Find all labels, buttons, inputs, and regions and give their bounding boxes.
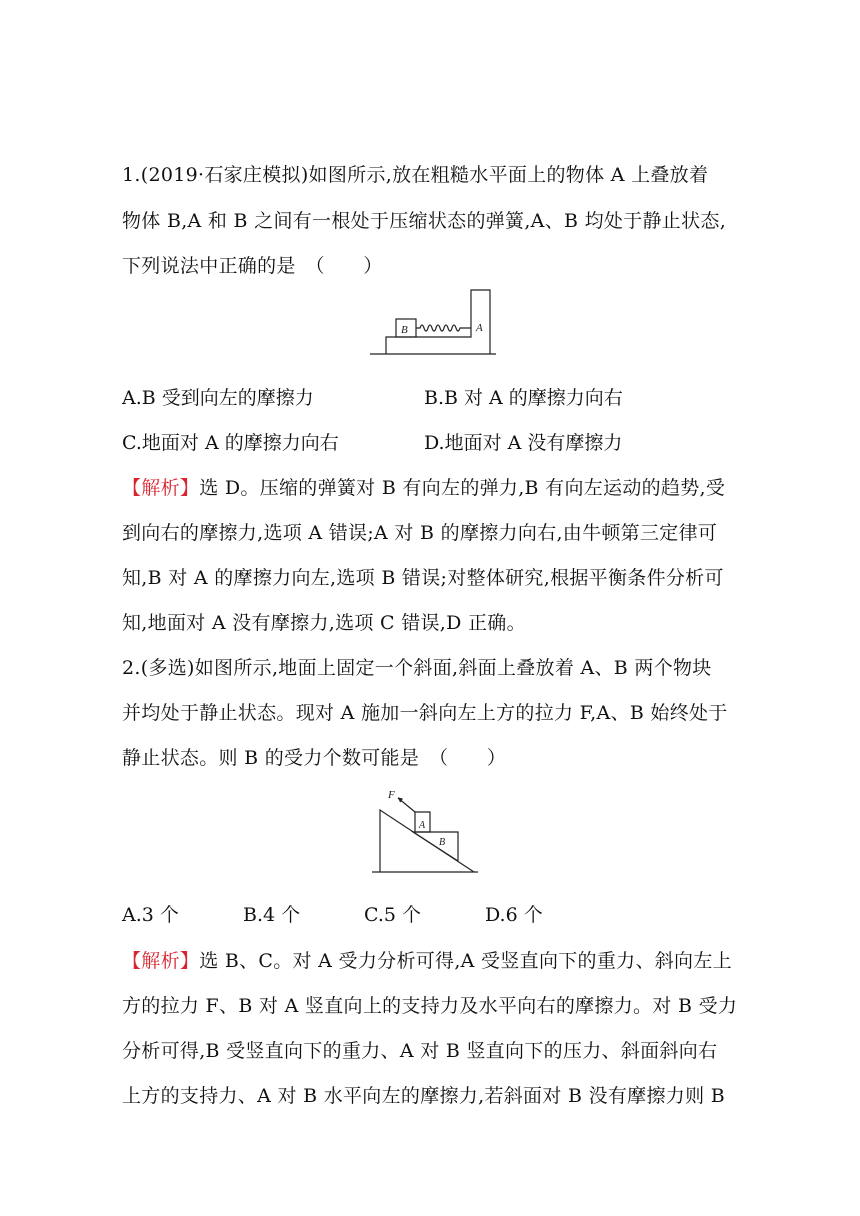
q1-option-a[interactable]: A.B 受到向左的摩擦力 [122,387,314,409]
q2-analysis-text1: 选 B、C。对 A 受力分析可得,A 受竖直向下的重力、斜向左上 [199,950,732,972]
q2-stem-line2: 并均处于静止状态。现对 A 施加一斜向左上方的拉力 F,A、B 始终处于 [122,702,728,724]
q1-analysis-text1: 选 D。压缩的弹簧对 B 有向左的弹力,B 有向左运动的趋势,受 [199,477,726,499]
q1-option-d[interactable]: D.地面对 A 没有摩擦力 [424,432,623,454]
q1-fig-label-b: B [401,324,408,336]
q1-option-c[interactable]: C.地面对 A 的摩擦力向右 [122,432,339,454]
q1-stem-line1: 1.(2019·石家庄模拟)如图所示,放在粗糙水平面上的物体 A 上叠放着 [122,164,709,186]
q2-fig-label-f: F [388,789,395,801]
q1-analysis-line4: 知,地面对 A 没有摩擦力,选项 C 错误,D 正确。 [122,612,526,634]
q2-option-b[interactable]: B.4 个 [243,904,301,926]
q1-stem-line3: 下列说法中正确的是 （ ） [122,255,383,277]
q1-fig-label-a: A [476,322,483,334]
q1-analysis-line2: 到向右的摩擦力,选项 A 错误;A 对 B 的摩擦力向右,由牛顿第三定律可 [122,522,718,544]
q1-block-a [386,290,490,354]
q1-analysis-tag: 【解析】 [122,477,200,499]
q2-fig-label-a: A [419,820,426,831]
q1-analysis-line1 [122,476,725,500]
q2-analysis-line4: 上方的支持力、A 对 B 水平向左的摩擦力,若斜面对 B 没有摩擦力则 B [122,1085,725,1107]
q1-option-b[interactable]: B.B 对 A 的摩擦力向右 [424,387,623,409]
q2-incline-figure [370,786,480,876]
q2-stem-line1: 2.(多选)如图所示,地面上固定一个斜面,斜面上叠放着 A、B 两个物块 [122,657,712,679]
q2-option-a[interactable]: A.3 个 [122,904,179,926]
q2-fig-label-b: B [439,837,446,848]
q2-stem-line3: 静止状态。则 B 的受力个数可能是 （ ） [122,747,507,769]
q1-spring-block-figure [368,286,498,358]
q2-option-c[interactable]: C.5 个 [364,904,422,926]
q2-analysis-line3: 分析可得,B 受竖直向下的重力、A 对 B 竖直向下的压力、斜面斜向右 [122,1040,718,1062]
q1-stem-line2: 物体 B,A 和 B 之间有一根处于压缩状态的弹簧,A、B 均处于静止状态, [122,210,727,232]
q2-analysis-line2: 方的拉力 F、B 对 A 竖直向上的支持力及水平向右的摩擦力。对 B 受力 [122,995,738,1017]
q1-spring [416,325,471,331]
q2-block-b [413,832,458,861]
q1-analysis-line3: 知,B 对 A 的摩擦力向左,选项 B 错误;对整体研究,根据平衡条件分析可 [122,567,724,589]
q2-option-d[interactable]: D.6 个 [485,904,543,926]
q2-analysis-line1 [122,949,732,973]
q2-analysis-tag: 【解析】 [122,950,200,972]
